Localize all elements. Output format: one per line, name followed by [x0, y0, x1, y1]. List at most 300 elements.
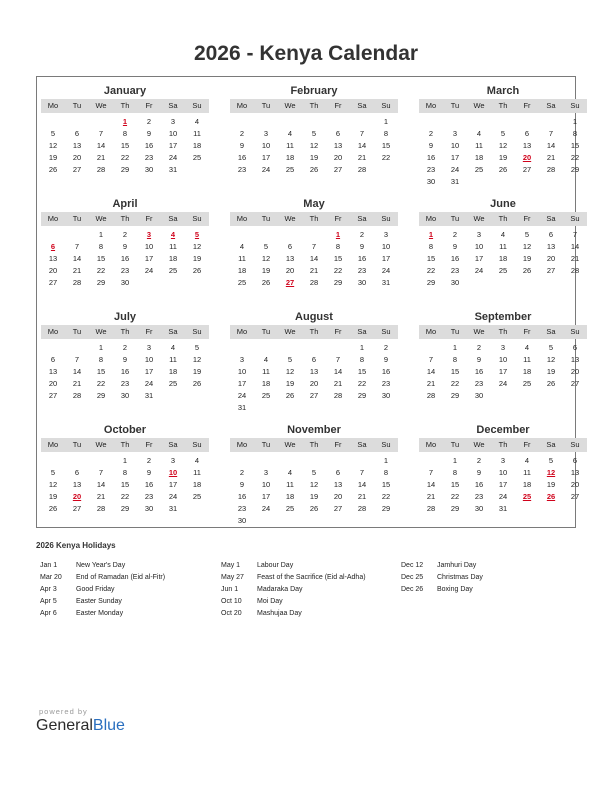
day-cell: 3 [263, 129, 269, 138]
weekday-header [230, 325, 398, 339]
holiday-name: Christmas Day [437, 574, 483, 581]
holiday-row [221, 560, 366, 572]
day-cell: 3 [500, 456, 506, 465]
day-cell: 6 [572, 456, 578, 465]
weekday-header [41, 438, 209, 452]
day-cell: 9 [428, 141, 434, 150]
month-name: May [303, 198, 325, 210]
day-cell: 14 [309, 254, 319, 263]
day-cell: 12 [522, 242, 532, 251]
day-cell: 30 [144, 504, 154, 513]
day-cell: 9 [122, 242, 128, 251]
day-cell: 28 [96, 165, 106, 174]
day-cell: 2 [122, 230, 128, 239]
day-cell: 8 [359, 355, 365, 364]
day-cell: 8 [383, 468, 389, 477]
day-cell: 17 [144, 367, 154, 376]
weekday-label: Su [570, 101, 580, 110]
day-cell: 2 [476, 343, 482, 352]
day-cell: 26 [498, 165, 508, 174]
day-cell: 13 [285, 254, 295, 263]
day-cell: 20 [72, 153, 82, 162]
brand-logo [36, 707, 125, 735]
day-cell: 6 [74, 468, 80, 477]
empty-cell [89, 455, 113, 467]
empty-cell [254, 229, 278, 241]
day-cell: 10 [498, 468, 508, 477]
day-cell: 8 [428, 242, 434, 251]
days-grid [230, 229, 398, 289]
empty-cell [491, 116, 515, 128]
day-cell: 14 [546, 141, 556, 150]
day-cell: 16 [144, 480, 154, 489]
day-cell: 24 [168, 492, 178, 501]
holiday-name: New Year's Day [76, 562, 126, 569]
weekday-label: Mo [47, 101, 59, 110]
day-cell: 7 [572, 230, 578, 239]
day-cell: 31 [381, 278, 391, 287]
days-grid [230, 455, 398, 527]
holiday-date: Oct 10 [221, 598, 242, 605]
day-cell: 25 [285, 504, 295, 513]
day-cell: 21 [72, 266, 82, 275]
empty-cell [539, 116, 563, 128]
holiday-name: Jamhuri Day [437, 562, 477, 569]
day-cell: 21 [309, 266, 319, 275]
day-cell: 22 [333, 266, 343, 275]
weekday-label: We [284, 440, 296, 449]
empty-cell [302, 342, 326, 354]
day-cell: 4 [194, 117, 200, 126]
weekday-label: Su [381, 327, 391, 336]
day-cell: 31 [168, 165, 178, 174]
day-cell: 24 [144, 266, 154, 275]
day-cell: 25 [192, 492, 202, 501]
day-cell: 22 [450, 492, 460, 501]
weekday-label: Tu [450, 101, 460, 110]
holiday-name: Easter Monday [76, 610, 124, 617]
day-cell: 30 [120, 278, 130, 287]
day-cell: 20 [48, 379, 58, 388]
page-title: 2026 - Kenya Calendar [193, 42, 419, 65]
month-february [230, 83, 398, 176]
empty-cell [41, 229, 65, 241]
day-cell: 14 [96, 141, 106, 150]
month-name: September [474, 311, 532, 323]
weekday-label: Tu [72, 440, 82, 449]
day-cell: 9 [452, 242, 458, 251]
day-cell: 15 [96, 254, 106, 263]
day-cell: 25 [237, 278, 247, 287]
day-cell: 1 [383, 456, 389, 465]
day-cell: 5 [548, 343, 554, 352]
day-cell: 14 [357, 141, 367, 150]
day-cell: 30 [120, 391, 130, 400]
day-cell: 29 [450, 504, 460, 513]
weekday-label: Sa [546, 214, 556, 223]
day-cell: 12 [309, 141, 319, 150]
weekday-label: Mo [236, 440, 248, 449]
day-cell: 20 [570, 367, 580, 376]
weekday-label: Th [309, 101, 319, 110]
day-cell: 23 [357, 266, 367, 275]
holiday-day-cell: 10 [168, 468, 178, 477]
day-cell: 7 [548, 129, 554, 138]
day-cell: 20 [48, 266, 58, 275]
days-grid [230, 342, 398, 414]
day-cell: 10 [144, 355, 154, 364]
day-cell: 15 [450, 367, 460, 376]
holiday-row [40, 596, 165, 608]
day-cell: 23 [381, 379, 391, 388]
holiday-row [40, 560, 165, 572]
empty-cell [467, 116, 491, 128]
weekday-label: Sa [168, 214, 178, 223]
weekday-header [419, 438, 587, 452]
weekday-header [41, 212, 209, 226]
day-cell: 20 [333, 153, 343, 162]
day-cell: 18 [237, 266, 247, 275]
day-cell: 15 [120, 480, 130, 489]
month-september [419, 309, 587, 402]
day-cell: 27 [333, 165, 343, 174]
day-cell: 18 [498, 254, 508, 263]
day-cell: 16 [237, 153, 247, 162]
day-cell: 4 [476, 129, 482, 138]
holiday-list-column-3 [401, 560, 483, 596]
empty-cell [65, 342, 89, 354]
weekday-label: Th [120, 214, 130, 223]
day-cell: 5 [311, 468, 317, 477]
weekday-label: Su [192, 101, 202, 110]
empty-cell [254, 455, 278, 467]
month-october [41, 422, 209, 515]
weekday-label: Su [381, 440, 391, 449]
empty-cell [254, 116, 278, 128]
days-grid [230, 116, 398, 176]
day-cell: 26 [48, 504, 58, 513]
weekday-label: Sa [546, 101, 556, 110]
weekday-label: Sa [546, 327, 556, 336]
holiday-name: Moi Day [257, 598, 283, 605]
day-cell: 14 [426, 480, 436, 489]
holiday-name: Madaraka Day [257, 586, 303, 593]
weekday-label: Fr [523, 440, 531, 449]
weekday-label: We [95, 327, 107, 336]
holiday-day-cell: 1 [428, 230, 434, 239]
day-cell: 6 [74, 129, 80, 138]
day-cell: 10 [168, 129, 178, 138]
weekday-label: We [473, 214, 485, 223]
day-cell: 16 [237, 492, 247, 501]
holiday-row [401, 572, 483, 584]
weekday-label: Fr [145, 440, 153, 449]
day-cell: 7 [359, 468, 365, 477]
day-cell: 21 [96, 492, 106, 501]
weekday-label: Fr [145, 214, 153, 223]
weekday-label: Mo [425, 214, 437, 223]
day-cell: 13 [48, 254, 58, 263]
month-name: August [295, 311, 333, 323]
day-cell: 13 [48, 367, 58, 376]
day-cell: 30 [357, 278, 367, 287]
month-april [41, 196, 209, 289]
day-cell: 11 [475, 141, 483, 150]
holiday-row [40, 608, 165, 620]
weekday-label: Th [120, 327, 130, 336]
day-cell: 29 [120, 504, 130, 513]
day-cell: 3 [146, 343, 152, 352]
days-grid [419, 116, 587, 188]
day-cell: 18 [474, 153, 484, 162]
day-cell: 28 [546, 165, 556, 174]
day-cell: 26 [192, 379, 202, 388]
month-name: October [103, 424, 147, 436]
empty-cell [302, 229, 326, 241]
day-cell: 5 [311, 129, 317, 138]
day-cell: 29 [426, 278, 436, 287]
day-cell: 27 [333, 504, 343, 513]
day-cell: 7 [74, 355, 80, 364]
day-cell: 8 [98, 355, 104, 364]
weekday-label: Su [570, 214, 580, 223]
day-cell: 9 [476, 355, 482, 364]
holiday-name: Good Friday [76, 586, 115, 593]
day-cell: 31 [498, 504, 508, 513]
month-name: April [112, 198, 138, 210]
empty-cell [419, 116, 443, 128]
day-cell: 17 [381, 254, 391, 263]
day-cell: 14 [357, 480, 367, 489]
empty-cell [254, 342, 278, 354]
day-cell: 2 [428, 129, 434, 138]
day-cell: 13 [570, 355, 580, 364]
day-cell: 13 [72, 141, 82, 150]
day-cell: 19 [261, 266, 271, 275]
day-cell: 4 [239, 242, 245, 251]
weekday-label: Th [120, 440, 130, 449]
day-cell: 27 [570, 379, 580, 388]
day-cell: 27 [546, 266, 556, 275]
day-cell: 19 [48, 492, 58, 501]
holiday-day-cell: 5 [194, 230, 200, 239]
day-cell: 24 [168, 153, 178, 162]
day-cell: 13 [522, 141, 532, 150]
day-cell: 23 [237, 165, 247, 174]
holiday-date: Apr 6 [40, 610, 57, 617]
day-cell: 27 [72, 504, 82, 513]
day-cell: 5 [194, 343, 200, 352]
day-cell: 5 [263, 242, 269, 251]
day-cell: 3 [170, 456, 176, 465]
day-cell: 25 [522, 379, 532, 388]
month-name: November [287, 424, 341, 436]
day-cell: 28 [357, 504, 367, 513]
day-cell: 1 [383, 117, 389, 126]
day-cell: 5 [500, 129, 506, 138]
weekday-label: Mo [236, 327, 248, 336]
day-cell: 9 [122, 355, 128, 364]
empty-cell [419, 342, 443, 354]
weekday-label: Th [309, 327, 319, 336]
day-cell: 26 [546, 379, 556, 388]
day-cell: 5 [50, 468, 56, 477]
month-december [419, 422, 587, 515]
day-cell: 26 [309, 504, 319, 513]
day-cell: 14 [72, 367, 82, 376]
day-cell: 7 [74, 242, 80, 251]
month-name: January [103, 85, 147, 97]
empty-cell [230, 116, 254, 128]
weekday-label: Mo [425, 327, 437, 336]
day-cell: 16 [450, 254, 460, 263]
day-cell: 20 [285, 266, 295, 275]
day-cell: 23 [474, 379, 484, 388]
day-cell: 28 [570, 266, 580, 275]
day-cell: 28 [72, 391, 82, 400]
day-cell: 16 [144, 141, 154, 150]
day-cell: 15 [381, 141, 391, 150]
brand-name-blue: Blue [92, 717, 125, 734]
day-cell: 4 [524, 456, 530, 465]
day-cell: 12 [285, 367, 295, 376]
day-cell: 26 [192, 266, 202, 275]
day-cell: 26 [48, 165, 58, 174]
day-cell: 5 [524, 230, 530, 239]
empty-cell [278, 229, 302, 241]
holiday-date: Jan 1 [40, 562, 58, 569]
day-cell: 2 [239, 468, 245, 477]
day-cell: 16 [381, 367, 391, 376]
day-cell: 23 [237, 504, 247, 513]
day-cell: 27 [522, 165, 532, 174]
day-cell: 21 [426, 379, 436, 388]
day-cell: 29 [120, 165, 130, 174]
holiday-day-cell: 1 [122, 117, 128, 126]
day-cell: 30 [381, 391, 391, 400]
day-cell: 7 [428, 468, 434, 477]
day-cell: 4 [263, 355, 269, 364]
holiday-day-cell: 4 [170, 230, 176, 239]
day-cell: 2 [239, 129, 245, 138]
day-cell: 16 [120, 367, 130, 376]
day-cell: 22 [96, 266, 106, 275]
day-cell: 24 [498, 379, 508, 388]
day-cell: 28 [426, 391, 436, 400]
day-cell: 22 [570, 153, 580, 162]
day-cell: 17 [261, 153, 271, 162]
holiday-name: End of Ramadan (Eid al-Fitr) [76, 574, 166, 581]
day-cell: 16 [426, 153, 436, 162]
calendar-grid [36, 76, 580, 528]
day-cell: 11 [238, 254, 246, 263]
empty-cell [230, 229, 254, 241]
weekday-label: Tu [72, 101, 82, 110]
weekday-label: Tu [261, 214, 271, 223]
brand-name [36, 717, 125, 735]
day-cell: 10 [261, 480, 271, 489]
day-cell: 9 [359, 242, 365, 251]
month-name: July [113, 311, 136, 323]
weekday-label: Tu [450, 327, 460, 336]
weekday-label: Mo [47, 327, 59, 336]
day-cell: 25 [192, 153, 202, 162]
day-cell: 17 [237, 379, 247, 388]
day-cell: 18 [285, 153, 295, 162]
weekday-label: Fr [334, 101, 342, 110]
day-cell: 1 [98, 343, 104, 352]
day-cell: 10 [498, 355, 508, 364]
days-grid [419, 229, 587, 289]
holiday-list-column-2 [221, 560, 366, 620]
day-cell: 30 [237, 516, 247, 525]
holiday-day-cell: 25 [522, 492, 532, 501]
holiday-row [221, 596, 366, 608]
day-cell: 23 [120, 379, 130, 388]
empty-cell [326, 342, 350, 354]
weekday-label: Mo [47, 440, 59, 449]
holiday-name: Feast of the Sacrifice (Eid al-Adha) [257, 574, 366, 581]
day-cell: 7 [98, 129, 104, 138]
day-cell: 12 [192, 242, 202, 251]
weekday-label: Th [498, 327, 508, 336]
day-cell: 19 [285, 379, 295, 388]
weekday-label: Th [309, 440, 319, 449]
day-cell: 3 [500, 343, 506, 352]
weekday-label: Su [192, 327, 202, 336]
weekday-label: Tu [450, 440, 460, 449]
day-cell: 17 [144, 254, 154, 263]
day-cell: 28 [333, 391, 343, 400]
holiday-name: Labour Day [257, 562, 294, 569]
month-march [419, 83, 587, 188]
empty-cell [326, 116, 350, 128]
day-cell: 3 [263, 468, 269, 477]
day-cell: 19 [192, 254, 202, 263]
day-cell: 10 [144, 242, 154, 251]
day-cell: 30 [474, 504, 484, 513]
day-cell: 23 [426, 165, 436, 174]
day-cell: 1 [359, 343, 365, 352]
day-cell: 31 [168, 504, 178, 513]
weekday-label: We [95, 101, 107, 110]
day-cell: 24 [144, 379, 154, 388]
day-cell: 11 [169, 242, 177, 251]
day-cell: 26 [309, 165, 319, 174]
day-cell: 1 [452, 343, 458, 352]
weekday-label: Fr [523, 101, 531, 110]
day-cell: 8 [383, 129, 389, 138]
day-cell: 5 [50, 129, 56, 138]
empty-cell [350, 455, 374, 467]
day-cell: 19 [48, 153, 58, 162]
day-cell: 17 [261, 492, 271, 501]
day-cell: 4 [170, 343, 176, 352]
holiday-date: Oct 20 [221, 610, 242, 617]
day-cell: 9 [239, 141, 245, 150]
days-grid [41, 342, 209, 402]
holiday-row [221, 572, 366, 584]
day-cell: 9 [476, 468, 482, 477]
weekday-label: Su [192, 214, 202, 223]
day-cell: 18 [522, 367, 532, 376]
empty-cell [302, 455, 326, 467]
weekday-header [419, 212, 587, 226]
day-cell: 21 [546, 153, 556, 162]
day-cell: 12 [192, 355, 202, 364]
day-cell: 16 [474, 367, 484, 376]
empty-cell [89, 116, 113, 128]
